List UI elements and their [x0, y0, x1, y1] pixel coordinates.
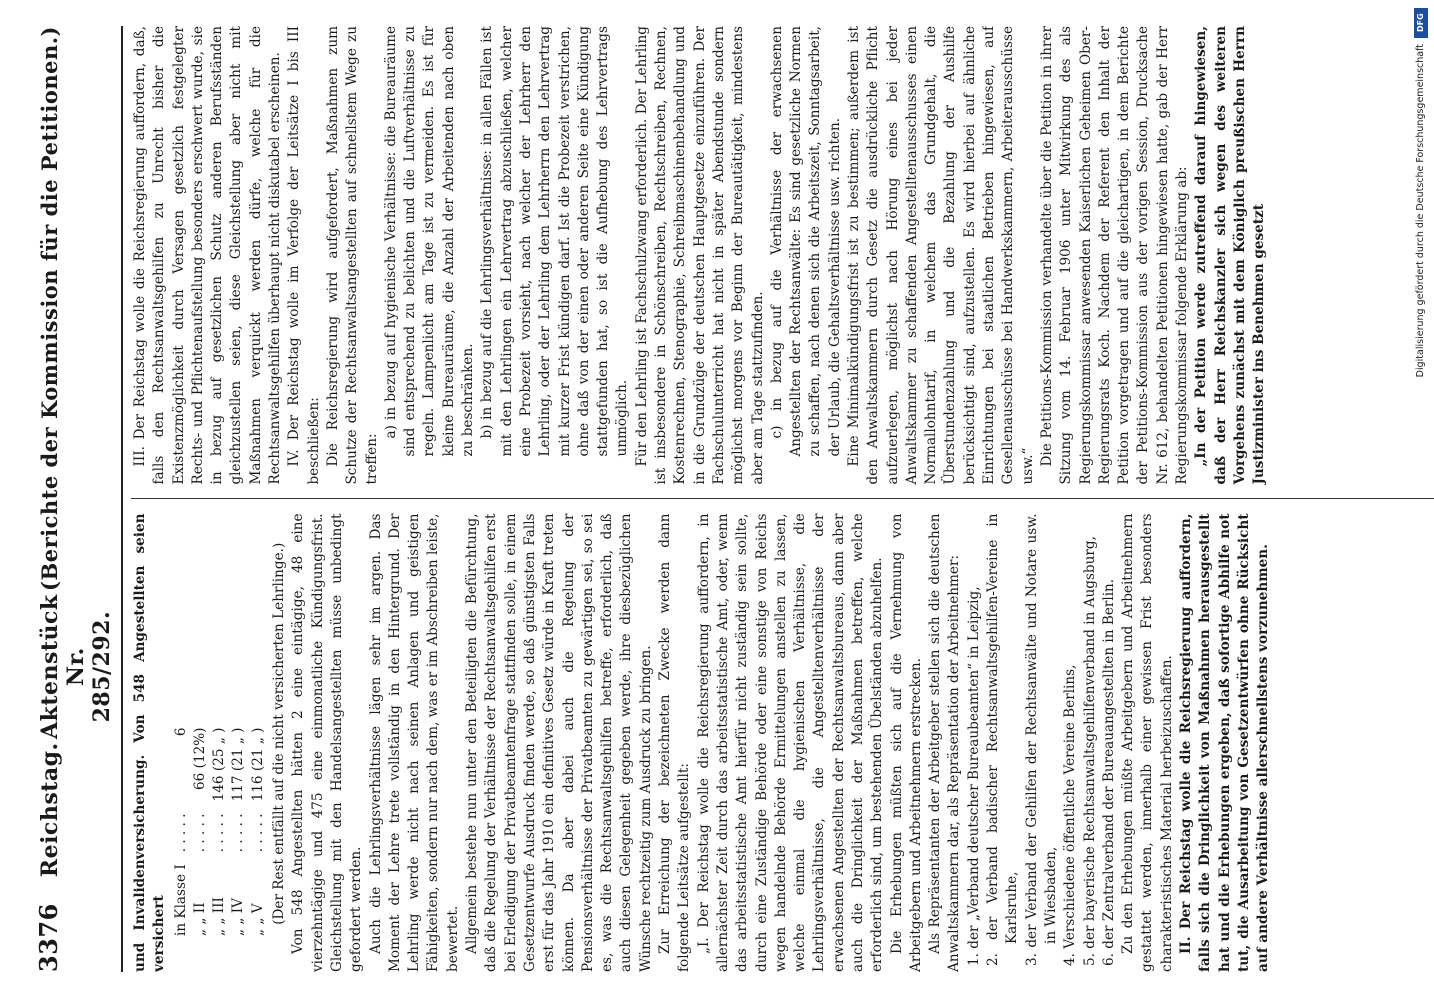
column-divider	[131, 499, 1434, 500]
paragraph: Als Repräsentanten der Arbeitgeber stellen sich die deutschen Anwaltskammern dar, als Repräsentation der Arbeitnehmer:	[927, 513, 963, 972]
header-center: Aktenstück Nr. 285/292.	[37, 594, 115, 739]
klasse-label: „ „ II	[191, 902, 208, 936]
paragraph: „I. Der Reichstag wolle die Reichsregierung auffordern, in allernächster Zeit durch das arbeitsstatistische Amt, oder, wenn das arbeitsstatistische Amt hierfür nicht zuständig sein sollte, durch eine Zuständige Behörde oder eine sonstige von Reichs wegen handelnde Behörde Ermittelungen anstellen zu lassen, welche einmal die hygienischen Verhältnisse, die Lehrlingsverhältnisse, die Angestelltenverhältnisse der erwachsenen Angestellten der Rechtsanwaltsbureaus, dann aber auch die Dringlichkeit der Maßnahmen betreffen, welche erforderlich sind, um bestehenden Übelständen abzuhelfen.	[695, 513, 886, 972]
list-item: 6. der Zentralverband der Bureauangestellten in Berlin.	[1100, 578, 1117, 966]
klasse-label: „ „ III	[211, 897, 228, 936]
table-row: in Klasse I . . . . . 6	[172, 722, 191, 942]
paragraph: b) in bezug auf die Lehrlingsverhältnisse: in allen Fällen ist mit den Lehrlingen ein Lehrvertrag abzuschließen, welcher eine Probezeit vorsieht, nach welcher der Lehrherr den Lehrling, oder der Lehrling dem Lehrherrn den Lehrvertrag mit kurzer Frist kündigen darf. Ist die Probezeit verstrichen, ohne daß von der einen oder anderen Seite eine Kündigung stattgefunden hat, so ist die Aufhebung des Lehrvertrags unmöglich.	[479, 26, 631, 457]
header-right: (Berichte der Kommission für die Petitionen.)	[37, 26, 62, 591]
paragraph: Zu den Erhebungen müßte Arbeitgebern und Arbeitnehmern gestattet werden, innerhalb einer gewissen Frist besonders charakteristisches Material herbeizuschaffen.	[1120, 513, 1175, 972]
klasse-value: 116 (21 „ )	[249, 727, 266, 802]
credit-text: Digitalisierung gefördert durch die Deutsche Forschungsgemeinschaft	[1415, 44, 1426, 378]
paragraph: Für den Lehrling ist Fachschulzwang erforderlich. Der Lehrling ist insbesondere in Schönschreiben, Rechtschreiben, Rechnen, Kostenrechnen, Stenographie, Schreibmaschinenbehandlung und in die Grundzüge der deutschen Hauptgesetze einzuführen. Der Fachschulunterricht hat nicht in später Abendstunde sondern möglichst morgens vor Beginn der Bureautätigkeit, mindestens aber am Tage stattzufinden.	[633, 26, 766, 485]
paragraph: (Der Rest entfällt auf die nicht versicherten Lehrlinge.)	[271, 542, 288, 925]
paragraph: Eine Minimalkündigungsfrist ist zu bestimmen; außerdem ist den Anwaltskammern durch Gesetz die ausdrückliche Pflicht aufzuerlegen, möglichst nach Hörung eines bei jeder Anwaltskammer zu schaffenden Angestelltenausschusses einen Normallohntarif, in welchem das Grundgehalt, die Überstundenzahlung und die Bezahlung der Aushilfe berücksichtigt sind, aufzustellen. Es wird hierbei auf ähnliche Einrichtungen bei staatlichen Betrieben hingewiesen, auf Gesellenausschüsse bei Handwerkskammern, Arbeiterausschüsse usw.“	[845, 26, 1036, 485]
klassen-table	[172, 722, 268, 942]
left-column	[131, 513, 1434, 972]
klasse-label: „ „ V	[249, 903, 266, 936]
paragraph: Allgemein bestehe nun unter den Beteiligten die Befürchtung, daß die Regelung der Verhältnisse der Rechtsanwaltsgehilfen erst bei Erledigung der Privatbeamtenfrage stattfinden solle, in einem Gesetzentwurfe Ausdruck finden werde, so daß günstigsten Falls erst für das Jahr 1910 ein definitives Gesetz würde in Kraft treten können. Da aber dabei auch die Regelung der Pensionsverhältnisse der Privatbeamten zu gewärtigen sei, so sei es, was die Rechtsanwaltsgehilfen betreffe, erforderlich, daß auch diesen Gelegenheit gegeben werde, ihre diesbezüglichen Wünsche rechtzeitig zum Ausdruck zu bringen.	[464, 513, 654, 972]
klasse-label: in Klasse I	[172, 864, 189, 936]
paragraph: IV. Der Reichstag wolle im Verfolge der Leitsätze I bis III beschließen:	[286, 26, 322, 485]
paragraph: a) in bezug auf hygienische Verhältnisse: die Bureauräume sind entsprechend zu belichten und die Luftverhältnisse zu regeln. Lampenlicht am Tage ist zu vermeiden. Es ist für kleine Bureauräume, die Anzahl der Arbeitenden nach oben zu beschränken.	[382, 26, 477, 457]
paragraph: Die Erhebungen müßten sich auf die Vernehmung von Arbeitgebern und Arbeitnehmern erstrecken.	[888, 513, 924, 972]
table-row: „ „ IV . . . . . 117 (21 „ )	[229, 722, 248, 942]
table-row: „ „ III . . . . . 146 (25 „ )	[210, 722, 229, 942]
dfg-logo: DFG	[1414, 8, 1428, 38]
paragraph: c) in bezug auf die Verhältnisse der erwachsenen Angestellten der Rechtsanwälte: Es sind gesetzliche Normen zu schaffen, nach denen sich die Arbeitszeit, Sonntagsarbeit, der Urlaub, die Gehaltsverhältnisse usw. richten.	[768, 26, 843, 457]
list-item: 1. der „Verband deutscher Bureaubeamten“ in Leipzig,	[965, 586, 982, 966]
paragraph: „In der Petition werde zutreffend darauf hingewiesen, daß der Herr Reichskanzler sich wegen des weiteren Vorgehens zunächst mit dem Königlich preußischen Herrn Justizminister ins Benehmen gesetzt	[1193, 26, 1268, 485]
page-header	[34, 26, 123, 972]
paragraph: Auch die Lehrlingsverhältnisse lägen sehr im argen. Das Moment der Lehre trete vollständig in den Hintergrund. Der Lehrling werde nicht nach seinen Anlagen und geistigen Fähigkeiten, sondern nur nach dem, was er im Abschreiben leiste, bewertet.	[367, 513, 461, 972]
paragraph: Die Petitions-Kommission verhandelte über die Petition in ihrer Sitzung vom 14. Februar 1906 unter Mitwirkung des als Regierungskommissar anwesenden Kaiserlichen Geheimen Ober-Regierungsrats Koch. Nachdem der Referent den Inhalt der Petition vorgetragen und auf die gleichartigen, in dem Berichte der Petitions-Kommission aus der vorigen Session, Drucksache Nr. 612, behandelten Petitionen hingewiesen hatte, gab der Herr Regierungskommissar folgende Erklärung ab:	[1038, 26, 1191, 485]
list-item: 3. der Verband der Gehilfen der Rechtsanwälte und Notare usw. in Wiesbaden,	[1023, 513, 1059, 966]
header-left: Reichstag.	[37, 742, 63, 878]
paragraph: Von 548 Angestellten hätten 2 eine eintägige, 48 eine vierzehntägige und 475 eine einmonatliche Kündigungsfrist. Gleichstellung mit den Handelsangestellten müsse unbedingt gefordert werden.	[290, 513, 365, 972]
paragraph: II. Der Reichstag wolle die Reichsregierung auffordern, falls sich die Dringlichkeit von Maßnahmen herausgestellt hat und die Erhebungen ergeben, daß sofortige Abhilfe not tut, die Ausarbeitung von Gesetzentwürfen ohne Rücksicht auf andere Verhältnisse allerschnellstens vorzunehmen.	[1178, 513, 1272, 972]
table-row: „ „ V . . . . . 116 (21 „ )	[249, 722, 268, 942]
scanned-page	[20, 0, 1405, 1000]
klasse-label: „ „ IV	[230, 898, 247, 936]
table-row: „ „ II . . . . . 66 (12%)	[191, 722, 210, 942]
klasse-value: 6	[172, 727, 189, 737]
klasse-value: 66 (12%)	[191, 727, 208, 790]
list-item: 5. der bayerische Rechtsanwaltsgehilfenverband in Augsburg,	[1081, 536, 1098, 966]
list-item: 2. der Verband badischer Rechtsanwaltsgehilfen-Vereine in Karlsruhe,	[985, 513, 1021, 966]
paragraph: Zur Erreichung der bezeichneten Zwecke werden dann folgende Leitsätze aufgestellt:	[657, 513, 693, 972]
paragraph: Die Reichsregierung wird aufgefordert, Maßnahmen zum Schutze der Rechtsanwaltsangestellten auf schnellstem Wege zu treffen:	[324, 26, 380, 485]
right-column	[131, 26, 1434, 485]
klasse-value: 117 (21 „ )	[230, 727, 247, 802]
organisation-list	[965, 513, 1119, 972]
paragraph: und Invalidenversicherung. Von 548 Angestellten seien versichert	[132, 513, 168, 972]
digitization-credit	[1408, 0, 1430, 1000]
klasse-value: 146 (25 „ )	[211, 727, 228, 802]
list-item: 4. Verschiedene öffentliche Vereine Berlins,	[1062, 664, 1079, 966]
paragraph: III. Der Reichstag wolle die Reichsregierung auffordern, daß, falls den Rechtsanwaltsgehilfen zu Unrecht bisher die Existenzmöglichkeit durch Versagen gesetzlich festgelegter Rechts- und Pflichtenaufstellung besonders erschwert wurde, sie in bezug auf gesetzlichen Schutz anderen Berufsständen gleichzustellen seien, diese Gleichstellung aber nicht mit Maßnahmen verquickt werden dürfe, welche für die Rechtsanwaltsgehilfen überhaupt nicht diskutabel erscheinen.	[132, 26, 284, 485]
text-columns	[131, 26, 1434, 972]
page-number: 3376	[34, 903, 63, 972]
